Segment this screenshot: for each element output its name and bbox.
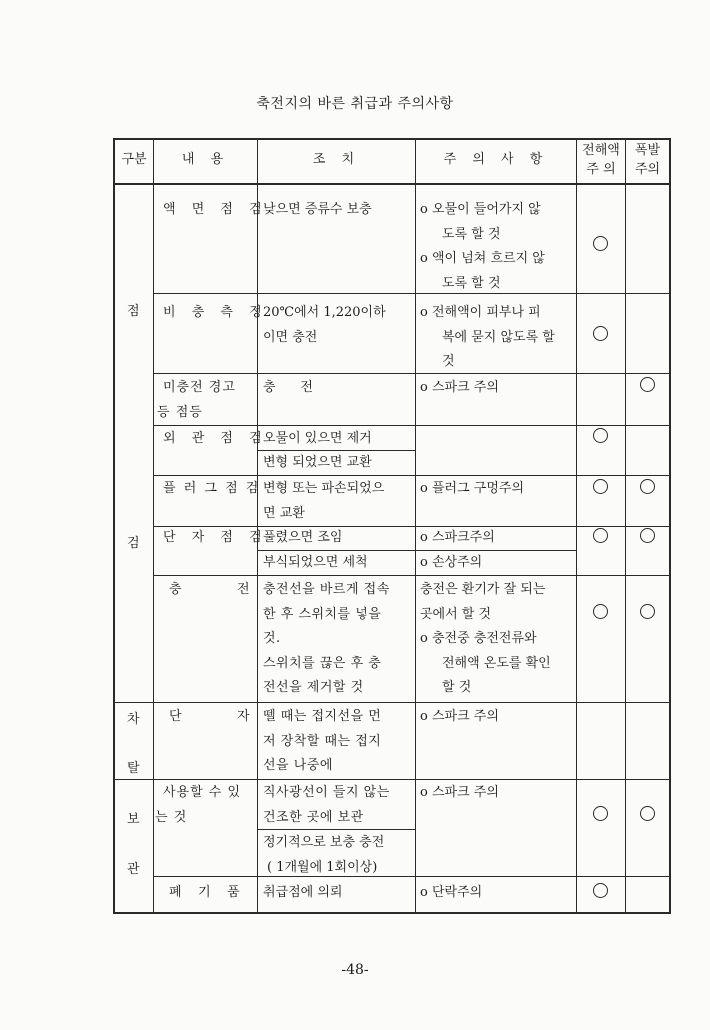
caution-detach: o 스파크 주의 [420,709,499,724]
content-line: 등 점등 [157,404,203,420]
electrolyte-mark-electrolyte-level [593,236,608,251]
caution-specific-gravity [420,301,555,375]
electrolyte-mark-in-use [593,806,608,821]
action-line: 스위치를 끊은 후 충 [263,655,382,671]
action-line: 선을 나중에 [263,758,333,773]
header-caution: 주 의 사 항 [443,152,549,167]
content-plug: 플 러 그 점 검 [163,481,261,496]
table-border-top [113,138,671,140]
caution-line: 충전은 환기가 잘 되는 [420,582,546,597]
content-charging: 충 [169,582,182,597]
electrolyte-mark-terminal [593,528,608,543]
table-border-left [113,138,115,914]
row-divider [153,575,671,576]
explosion-mark-terminal [640,528,655,543]
caution-line: 것 [442,354,455,369]
explosion-mark-charging [640,604,655,619]
group-label-inspection: 점 [127,304,140,319]
caution-terminal: o 스파크주의 [420,530,495,545]
group-label-storage: 보 [127,812,140,827]
action-appearance: 오물이 있으면 제거 [263,431,372,446]
action-in-use [263,781,390,830]
action-detach [263,705,381,779]
group-divider-2 [113,779,671,780]
action-appearance: 변형 되었으면 교환 [263,455,372,470]
page-number: -48- [341,962,369,978]
row-divider [153,475,671,476]
action-electrolyte-level: 낮으면 증류수 보충 [263,202,372,217]
content-detach: 단 [169,709,182,724]
action-line: 건조한 곳에 보관 [263,809,364,825]
caution-plug: o 플러그 구멍주의 [420,481,524,496]
caution-electrolyte-level [420,198,545,296]
action-waste: 취급점에 의뢰 [263,885,343,900]
caution-waste: o 단락주의 [420,885,483,900]
action-line: 것. [263,631,281,646]
action-line: 면 교환 [263,505,305,521]
table-border-bottom [113,912,671,914]
caution-line: 도록 할 것 [442,226,501,242]
action-plug [263,477,384,526]
content-appearance: 외 관 점 검 [163,431,268,446]
header-explosion-line1: 폭발 [634,143,661,158]
action-charging [263,578,390,701]
action-terminal: 부식되었으면 세척 [263,555,368,570]
header-separator [113,183,671,185]
group-divider-1 [113,702,671,703]
electrolyte-mark-charging [593,604,608,619]
caution-terminal: o 손상주의 [420,555,483,570]
header-electrolyte [577,141,625,179]
header-electrolyte-line2: 주 의 [586,162,616,177]
content-in-use [155,781,242,830]
header-electrolyte-line1: 전해액 [582,143,620,158]
action-line: 저 장착할 때는 접지 [263,733,382,749]
caution-line: o 오물이 들어가지 않 [420,202,541,217]
action-line: 정기적으로 보충 충전 [263,835,385,850]
explosion-mark-plug [640,479,655,494]
content-line: 는 것 [155,809,188,825]
action-line: 20℃에서 1,220이하 [263,305,386,320]
action-line: ( 1개월에 1회이상) [267,859,378,875]
caution-line: 할 것 [442,680,472,695]
header-action: 조 치 [312,152,361,167]
row-divider [153,293,671,294]
action-line: 전선을 제거할 것 [263,680,364,695]
page-title: 축전지의 바른 취급과 주의사항 [256,96,454,112]
action-line: 뗄 때는 접지선을 먼 [263,709,382,724]
caution-line: 복에 묻지 않도록 할 [442,329,555,345]
caution-line: o 충전중 충전전류와 [420,631,537,646]
action-terminal: 풀렸으면 조임 [263,530,343,545]
caution-line: o 액이 넘쳐 흐르지 않 [420,251,545,266]
content-warning-light [157,376,236,425]
header-content: 내 용 [181,152,230,167]
caution-line: 도록 할 것 [442,275,501,291]
group-label-disconnect: 차 [127,712,140,727]
electrolyte-mark-waste [593,883,608,898]
content-terminal: 단 자 점 검 [163,530,268,545]
content-charging: 전 [237,582,250,597]
action-line: 이면 충전 [263,329,318,345]
content-electrolyte-level: 액 면 점 검 [163,202,268,217]
group-label-storage: 관 [127,862,140,877]
row-divider [153,373,671,374]
content-line: 사용할 수 있 [163,785,242,800]
caution-charging [420,578,551,701]
group-label-inspection: 검 [127,536,140,551]
row-divider [153,876,671,877]
explosion-mark-in-use [640,806,655,821]
action-warning-light: 충 전 [263,380,313,395]
caution-line: 전해액 온도를 확인 [442,655,551,671]
caution-line: 곳에서 할 것 [420,606,492,622]
content-specific-gravity: 비 충 측 정 [163,305,268,320]
content-waste: 폐 기 품 [169,885,240,900]
header-category: 구분 [121,152,147,167]
electrolyte-mark-plug [593,479,608,494]
action-in-use [263,831,384,880]
header-explosion [626,141,669,179]
precautions-table [113,138,671,914]
action-line: 한 후 스위치를 넣을 [263,606,382,622]
group-label-disconnect: 탈 [127,761,140,776]
content-detach: 자 [237,709,250,724]
explosion-mark-warning-light [640,377,655,392]
caution-in-use: o 스파크 주의 [420,785,499,800]
action-specific-gravity [263,301,386,350]
action-line: 변형 또는 파손되었으 [263,481,385,496]
electrolyte-mark-appearance [593,428,608,443]
electrolyte-mark-specific-gravity [593,326,608,341]
header-explosion-line2: 주의 [634,162,661,177]
caution-warning-light: o 스파크 주의 [420,380,499,395]
action-line: 충전선을 바르게 접속 [263,582,390,597]
content-line: 미충전 경고 [163,380,236,395]
caution-line: o 전해액이 피부나 피 [420,305,541,320]
row-divider [153,425,671,426]
action-line: 직사광선이 들지 않는 [263,785,390,800]
